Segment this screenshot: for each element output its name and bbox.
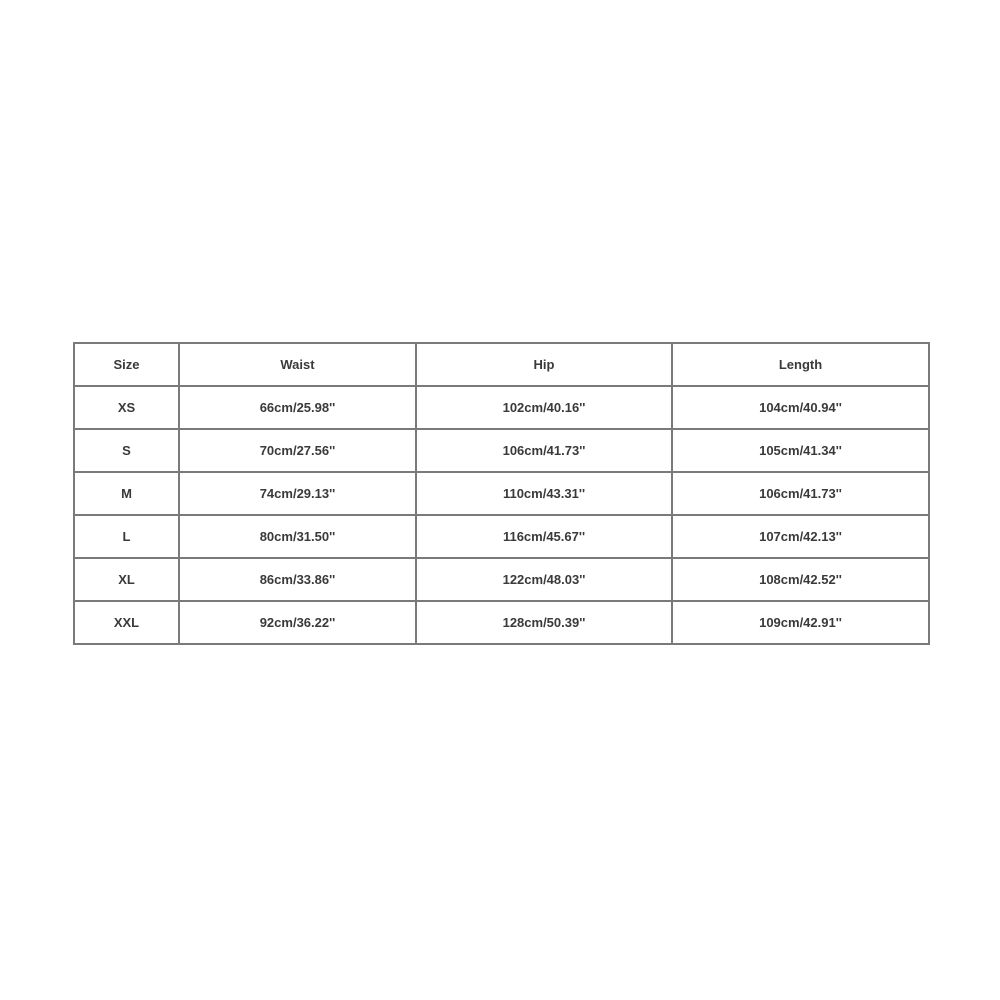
table-header-row bbox=[74, 343, 929, 386]
cell-hip: 122cm/48.03'' bbox=[416, 558, 672, 601]
cell-waist: 86cm/33.86'' bbox=[179, 558, 416, 601]
header-length: Length bbox=[672, 343, 929, 386]
cell-waist: 92cm/36.22'' bbox=[179, 601, 416, 644]
cell-hip: 128cm/50.39'' bbox=[416, 601, 672, 644]
table-row bbox=[74, 472, 929, 515]
cell-length: 105cm/41.34'' bbox=[672, 429, 929, 472]
cell-waist: 70cm/27.56'' bbox=[179, 429, 416, 472]
table-row bbox=[74, 429, 929, 472]
cell-length: 108cm/42.52'' bbox=[672, 558, 929, 601]
cell-length: 109cm/42.91'' bbox=[672, 601, 929, 644]
cell-waist: 80cm/31.50'' bbox=[179, 515, 416, 558]
cell-waist: 74cm/29.13'' bbox=[179, 472, 416, 515]
cell-length: 106cm/41.73'' bbox=[672, 472, 929, 515]
size-chart-table bbox=[73, 342, 930, 645]
cell-length: 104cm/40.94'' bbox=[672, 386, 929, 429]
cell-size: S bbox=[74, 429, 179, 472]
header-waist: Waist bbox=[179, 343, 416, 386]
header-hip: Hip bbox=[416, 343, 672, 386]
cell-size: L bbox=[74, 515, 179, 558]
cell-hip: 110cm/43.31'' bbox=[416, 472, 672, 515]
cell-size: XS bbox=[74, 386, 179, 429]
table-row bbox=[74, 601, 929, 644]
cell-length: 107cm/42.13'' bbox=[672, 515, 929, 558]
cell-size: XXL bbox=[74, 601, 179, 644]
header-size: Size bbox=[74, 343, 179, 386]
cell-hip: 102cm/40.16'' bbox=[416, 386, 672, 429]
cell-size: XL bbox=[74, 558, 179, 601]
cell-hip: 116cm/45.67'' bbox=[416, 515, 672, 558]
cell-waist: 66cm/25.98'' bbox=[179, 386, 416, 429]
table-row bbox=[74, 558, 929, 601]
table-row bbox=[74, 386, 929, 429]
cell-hip: 106cm/41.73'' bbox=[416, 429, 672, 472]
table-row bbox=[74, 515, 929, 558]
cell-size: M bbox=[74, 472, 179, 515]
